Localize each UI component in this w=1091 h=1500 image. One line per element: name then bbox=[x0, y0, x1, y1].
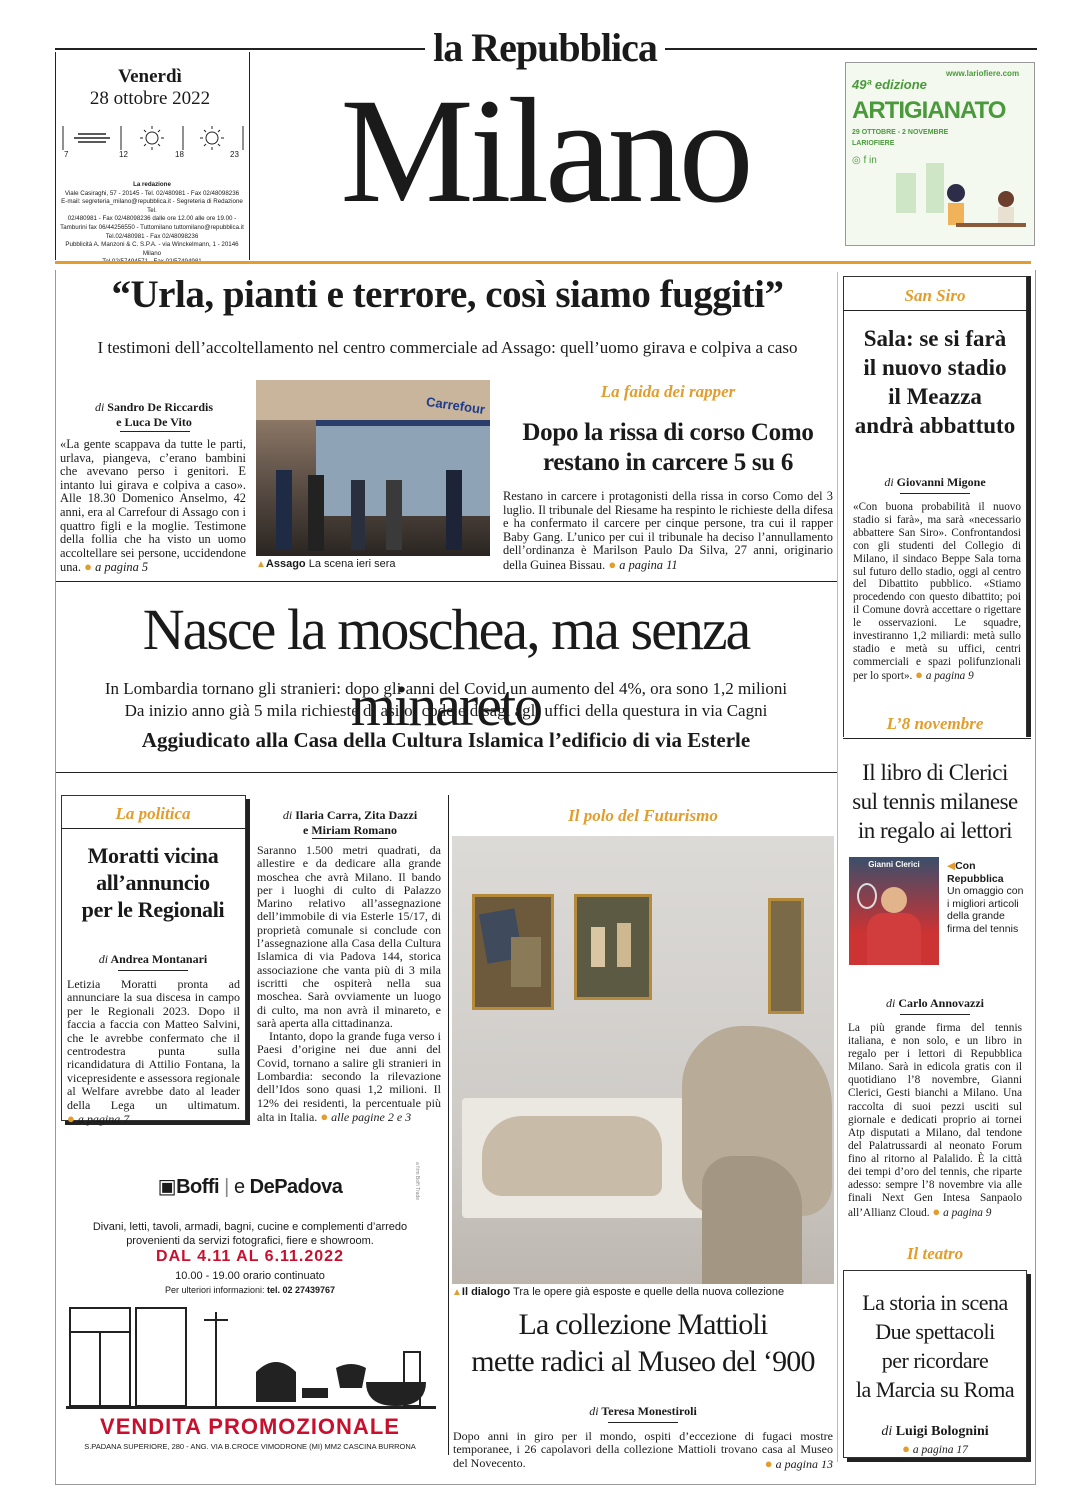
kicker-rule bbox=[843, 310, 1027, 311]
sansiro-headline bbox=[845, 324, 1025, 440]
moschea-body-text: Intanto, dopo la grande fuga verso i Paesi d’origine nei due anni del Covid, tornano a salire gli stranieri in Lombardia: secondo la rilevazione dell’Idos sono quasi 1,2 milioni. Il 12% dei residenti, la percentuale più alta in Italia. bbox=[257, 1029, 441, 1124]
redazione-line: 02/480981 - Fax 02/48098236 dalle ore 12.00 alle ore 19.00 - bbox=[67, 215, 237, 223]
clerici-body-text: La più grande firma del tennis italiana, e non solo, e un libro in regalo per i lettori di Repubblica Milano. Sarà in edicola gratis con il quotidiano l’8 novembre, Gianni Clerici, Gesti bianchi a Milano. Una raccolta di suoi pezzi usciti sul giornale e dedicati proprio ai tornei Atp disputati a Milano, dal tendone del Palatrussardi al neonato Forum fino al ritorno al Palalido. È la città dei tempi d’oro del tennis, che riparte adesso: sempre l’8 novembre via alle finali Next Gen Intesa Sanpaolo all’Allianz Cloud. bbox=[848, 1022, 1022, 1220]
rapper-body: Restano in carcere i protagonisti della rissa in corso Como del 3 luglio. Il tribunale del Riesame ha respinto le richieste della difesa e ha confermato il carcere per cinque persone, tra cui il rapper Baby Gang. L’unico per cui il tribunale ha deciso l’annullamento dell’ordinanza è Marilson Paulo Da Silva, 27 anni, originario della Guinea Bissau. ● a pagina 11 bbox=[503, 489, 833, 572]
moschea-byline bbox=[252, 808, 448, 838]
politica-kicker: La politica bbox=[115, 804, 191, 823]
museum-caption: ▲Il dialogo Tra le opere già esposte e quelle della nuova collezione bbox=[452, 1286, 785, 1298]
book-author: Gianni Clerici bbox=[868, 860, 920, 869]
brand-name: Boffi bbox=[176, 1176, 220, 1198]
lead-subhead: I testimoni dell’accoltellamento nel centro commerciale ad Assago: quell’uomo girava e colpiva a caso bbox=[97, 338, 798, 357]
sculpture bbox=[702, 1156, 802, 1284]
byline-rule bbox=[118, 970, 188, 971]
teatro-headline bbox=[845, 1288, 1025, 1404]
ad-address: S.PADANA SUPERIORE, 280 - ANG. VIA B.CROCE VIMODRONE (MI) MM2 CASCINA BURRONA bbox=[84, 1442, 416, 1451]
byline-author: Teresa Monestiroli bbox=[601, 1404, 697, 1418]
teatro-ref: ● a pagina 17 bbox=[902, 1441, 968, 1456]
headline-line: Dopo la rissa di corso Como bbox=[522, 419, 814, 446]
redazione-line: Tamburini fax 06/44256550 - Tuttomilano tuttomilano@repubblica.it bbox=[60, 223, 244, 231]
ad-info-label: Per ulteriori informazioni: bbox=[164, 1285, 265, 1295]
kicker-rule bbox=[61, 828, 246, 829]
moschea-body: Saranno 1.500 metri quadrati, da allestire e da dedicare alla grande moschea che avrà Milano. Il bando per i luoghi di culto di Palazzo Marino relativo all’assegnazione dell’immobile di via Esterle 15/17, di proprietà comunale si conclude con l’assegnazione alla Casa della Cultura Islamica di via Padova 144, storica associazione che vanta più di 3 mila iscritti che ospiterà nella sua moschea. Sarà ovviamente un luogo di culto, ma non avrà il minareto, e sarà aperta alla cittadinanza. Intanto, dopo la grande fuga verso i Paesi d’origine nei due anni del Covid, tornano a salire gli stranieri in Lombardia: secondo la rilevazione dell’Idos sono quasi 1,2 milioni. Il 12% dei residenti, la percentuale più alta in Italia. ● alle pagine 2 e 3 bbox=[257, 843, 441, 1124]
moschea-subhead bbox=[55, 678, 837, 722]
sansiro-body-text: «Con buona probabilità il nuovo stadio si farà», ma sarà «necessario abbattere San Siro». Confrontandosi con gli studenti del Collegio di Milano, il sindaco Beppe Sala torna sul futuro dello stadio, oggi al centro del Dibattito pubblico. «Stiamo procedendo con questo dibattito; poi il Comune dovrà accettare o rigettare le osservazioni. Le squadre, investiranno 1,2 miliardi: metà sullo stadio e metà su uffici, centri commerciali e spazi polifunzionali per lo sport». bbox=[853, 501, 1021, 682]
person bbox=[276, 470, 292, 550]
redazione-line: Tel.02/480981 - Fax 02/48098236 bbox=[105, 232, 199, 240]
caption-text: Tra le opere già esposte e quelle della nuova collezione bbox=[513, 1286, 785, 1298]
city-title: Milano bbox=[340, 68, 750, 234]
ad-dates: 29 OTTOBRE - 2 NOVEMBRE bbox=[852, 129, 949, 136]
fog-icon bbox=[74, 134, 110, 142]
frame-bottom bbox=[55, 1484, 1036, 1485]
sansiro-kicker: San Siro bbox=[904, 286, 966, 305]
redazione-block bbox=[58, 181, 246, 267]
page-ref-link[interactable]: a pagina 17 bbox=[912, 1444, 968, 1456]
moschea-headline: Nasce la moschea, ma senza minareto bbox=[142, 597, 750, 738]
ad-edition: 49ª edizione bbox=[852, 77, 927, 92]
futurismo-kicker: Il polo del Futurismo bbox=[568, 806, 718, 825]
byline-rule bbox=[120, 431, 190, 432]
sun-icon bbox=[140, 126, 164, 150]
date-full: 28 ottobre 2022 bbox=[89, 88, 211, 109]
redazione-title: La redazione bbox=[133, 181, 171, 188]
store-front bbox=[316, 420, 490, 516]
page-ref-link[interactable]: alle pagine 2 e 3 bbox=[331, 1109, 412, 1124]
sansiro-byline bbox=[845, 475, 1025, 490]
boffi-logo: ▣ bbox=[157, 1176, 177, 1198]
column-divider bbox=[448, 795, 449, 1455]
weather-hour: 7 bbox=[64, 150, 69, 159]
byline-author: Andrea Montanari bbox=[110, 952, 208, 966]
ad-url: www.lariofiere.com bbox=[946, 69, 1020, 78]
teatro-kicker: Il teatro bbox=[906, 1244, 964, 1263]
page-ref-link[interactable]: a pagina 9 bbox=[925, 669, 974, 682]
masthead-rule-right bbox=[665, 48, 1037, 50]
caption-bold: Assago bbox=[265, 558, 306, 570]
byline-rule bbox=[608, 1422, 678, 1423]
weather-strip bbox=[62, 124, 244, 160]
date-day: Venerdì bbox=[118, 66, 182, 87]
byline-author: Giovanni Migone bbox=[896, 475, 986, 489]
headline-line: Moratti vicina bbox=[87, 843, 219, 868]
page-ref-link[interactable]: a pagina 7 bbox=[77, 1112, 130, 1127]
rapper-headline bbox=[503, 418, 833, 478]
ad-side-note: a firm Boffi Trade bbox=[414, 1162, 420, 1200]
sun-icon bbox=[200, 126, 224, 150]
caption-bold: Il dialogo bbox=[461, 1286, 511, 1298]
ad-dates: DAL 4.11 AL 6.11.2022 bbox=[156, 1248, 344, 1265]
byline-author: e Luca De Vito bbox=[116, 415, 192, 429]
futurismo-body: Dopo anni in giro per il mondo, ospiti d’eccezione di fugaci mostre temporanee, i 26 capolavori della collezione Mattioli trovano casa al Museo del Novecento. ● a pagina 13 bbox=[453, 1429, 833, 1471]
section-rule bbox=[843, 738, 1031, 739]
portrait-sweater bbox=[867, 913, 921, 965]
brand-sep: e bbox=[233, 1176, 245, 1198]
moschea-body-text: Saranno 1.500 metri quadrati, da allestire e da dedicare alla grande moschea che avrà Milano. Il bando per i luoghi di culto di Palazzo Marino relativo all’assegnazione dell’immobile di via Esterle 15/17, di proprietà comunale si conclude con l’assegnazione alla Casa della Cultura Islamica di via Padova 144, storica associazione che vanta più di 3 mila iscritti che ospiterà nella sua moschea. Sarà ovviamente un luogo di culto, ma non avrà il minareto, e sarà aperta alla cittadinanza. bbox=[257, 843, 441, 1030]
column-divider bbox=[837, 272, 838, 1462]
headline-line: mette radici al Museo del ‘900 bbox=[471, 1345, 815, 1378]
subhead-line: Da inizio anno già 5 mila richieste di asilo: code e disagi agli uffici della questura in via Cagni bbox=[124, 701, 768, 720]
ad-phone[interactable]: tel. 02 27439767 bbox=[267, 1285, 336, 1295]
subhead-line: In Lombardia tornano gli stranieri: dopo gli anni del Covid un aumento del 4%, ora sono 1,2 milioni bbox=[104, 679, 788, 698]
carrefour-sign: Carrefour bbox=[425, 393, 487, 418]
lead-body: «La gente scappava da tutte le parti, urlava, piangeva, c’erano bambini che avevano perso i genitori. E intanto lui girava e colpiva a caso». Alle 18.30 Domenico Anselmo, 42 anni, era al Carrefour di Assago con i quattro figli e la moglie. Testimone della follia che ha visto un uomo accoltellare sei persone, uccidendone una. ● a pagina 5 bbox=[60, 437, 246, 575]
ad-org: LARIOFIERE bbox=[852, 140, 895, 147]
headline-line: Due spettacoli bbox=[875, 1319, 995, 1344]
rapper-body-text: Restano in carcere i protagonisti della rissa in corso Como del 3 luglio. Il tribunale del Riesame ha respinto le richieste della difesa e ha confermato il carcere per cinque persone, tra cui il rapper Baby Gang. L’unico per cui il tribunale ha deciso l’annullamento dell’ordinanza è Marilson Paulo Da Silva, 27 anni, originario della Guinea Bissau. bbox=[503, 489, 833, 572]
redazione-line: Viale Casiraghi, 57 - 20145 - Tel. 02/480981 - Fax 02/48098236 bbox=[64, 189, 240, 197]
redazione-divider bbox=[249, 52, 250, 260]
sansiro-body: «Con buona probabilità il nuovo stadio si farà», ma sarà «necessario abbattere San Siro». Confrontandosi con gli studenti del Collegio di Milano, il sindaco Beppe Sala torna sul futuro dello stadio, oggi al centro del Dibattito pubblico. «Stiamo procedendo con questo dibattito; poi il Comune dovrà accettare o rigettare le osservazioni. Le squadre, investiranno 1,2 miliardi: metà sullo stadio e metà su uffici, centri commerciali e spazi polifunzionali per lo sport». ● a pagina 9 bbox=[853, 501, 1021, 682]
byline-di: di bbox=[885, 996, 896, 1010]
ad-title: VENDITA PROMOZIONALE bbox=[100, 1414, 400, 1439]
futurismo-headline bbox=[452, 1306, 834, 1380]
section-rule bbox=[55, 581, 837, 582]
museum-photo bbox=[452, 836, 834, 1284]
futurismo-body-text: Dopo anni in giro per il mondo, ospiti d’eccezione di fugaci mostre temporanee, i 26 capolavori della collezione Mattioli trovano casa al Museo del Novecento. bbox=[453, 1429, 833, 1470]
headline-line: il Meazza bbox=[888, 384, 982, 409]
brand-name: DePadova bbox=[249, 1176, 343, 1198]
promo-line: Con bbox=[955, 860, 976, 872]
byline-di: di bbox=[881, 1424, 893, 1439]
headline-line: Il libro di Clerici bbox=[862, 760, 1008, 785]
byline-author: Luigi Bolognini bbox=[895, 1424, 989, 1439]
arrow-left-icon: ◀ bbox=[947, 860, 956, 872]
ad-brands: ▣Boffi | e DePadova bbox=[157, 1176, 343, 1198]
portrait-face bbox=[881, 887, 907, 913]
painting bbox=[472, 894, 554, 1010]
ad-line: provenienti da servizi fotografici, fiere e showroom. bbox=[126, 1235, 374, 1247]
person bbox=[446, 470, 462, 550]
promo-line: Repubblica bbox=[947, 872, 1004, 885]
ad-hours: 10.00 - 19.00 orario continuato bbox=[175, 1270, 325, 1282]
weather-icons bbox=[62, 124, 244, 160]
racket-icon bbox=[857, 883, 877, 909]
clerici-headline bbox=[845, 758, 1025, 845]
frame-left bbox=[55, 270, 56, 1485]
byline-author: Carlo Annovazzi bbox=[898, 996, 984, 1010]
clerici-byline bbox=[845, 996, 1025, 1011]
artigianato-ad[interactable] bbox=[845, 62, 1035, 246]
promo-text: Un omaggio con i migliori articoli della grande firma del tennis bbox=[947, 885, 1024, 935]
page-ref-link[interactable]: a pagina 9 bbox=[943, 1207, 992, 1220]
politica-headline bbox=[62, 842, 244, 923]
byline-di: di bbox=[98, 952, 109, 966]
headline-line: per le Regionali bbox=[81, 897, 225, 922]
headline-line: per ricordare bbox=[881, 1348, 989, 1373]
ad-text bbox=[58, 1220, 442, 1248]
person bbox=[351, 480, 365, 550]
headline-line: il nuovo stadio bbox=[863, 355, 1007, 380]
ad-illustration bbox=[886, 153, 1032, 243]
headline-line: La storia in scena bbox=[862, 1290, 1008, 1315]
byline-author: Sandro De Riccardis bbox=[107, 400, 214, 414]
frame-right bbox=[1035, 270, 1036, 1485]
politica-body: Letizia Moratti pronta ad annunciare la sua discesa in campo per le Regionali 2023. Dopo il faccia a faccia con Matteo Salvini, che le avrebbe confermato che il centrodestra punta sulla ricandidatura di Attilio Fontana, la vicepresidente e assessora regionale al Welfare avrebbe dato al leader della Lega un ultimatum. ● a pagina 7 bbox=[67, 977, 240, 1127]
lead-body-text: «La gente scappava da tutte le parti, urlava, piangeva, c’erano bambini che avevano perso i genitori. E intanto lui girava e colpiva a caso». Alle 18.30 Domenico Anselmo, 42 anni, era al Carrefour di Assago con i quattro figli e la moglie. Testimone della follia che ha visto un uomo accoltellare sei persone, uccidendone una. bbox=[60, 437, 246, 575]
painting bbox=[574, 894, 652, 1000]
byline-di: di bbox=[589, 1404, 599, 1418]
byline-rule bbox=[312, 838, 388, 839]
clerici-kicker: L’8 novembre bbox=[886, 714, 984, 733]
byline-author: Ilaria Carra, Zita Dazzi bbox=[295, 808, 418, 822]
social-icons: ◎ f in bbox=[852, 155, 877, 166]
masthead-orange-rule bbox=[55, 261, 1031, 264]
politica-body-text: Letizia Moratti pronta ad annunciare la sua discesa in campo per le Regionali 2023. Dopo il faccia a faccia con Matteo Salvini, che le avrebbe confermato che il centrodestra punta sulla ricandidatura di Attilio Fontana, la vicepresidente e assessora regionale al Welfare avrebbe dato al leader della Lega un ultimatum. bbox=[67, 977, 240, 1112]
masthead-rule-left bbox=[55, 48, 425, 50]
page-ref-link[interactable]: a pagina 13 bbox=[775, 1456, 833, 1471]
assago-caption: ▲Assago La scena ieri sera bbox=[256, 558, 396, 570]
furniture-illustration bbox=[66, 1302, 436, 1412]
politica-byline bbox=[62, 952, 244, 967]
weather-hour: 18 bbox=[175, 150, 184, 159]
brand-logo: la Repubblica bbox=[433, 25, 657, 70]
ad-line: Divani, letti, tavoli, armadi, bagni, cucine e complementi d’arredo bbox=[92, 1221, 408, 1233]
frame-left bbox=[55, 52, 56, 260]
weather-hour: 23 bbox=[230, 150, 239, 159]
ad-title: ARTIGIANATO bbox=[852, 97, 1006, 124]
page-ref-link[interactable]: a pagina 5 bbox=[95, 560, 149, 575]
rapper-kicker: La faida dei rapper bbox=[600, 382, 736, 401]
clerici-promo bbox=[947, 860, 1027, 936]
headline-line: all’annuncio bbox=[96, 870, 210, 895]
headline-line: andrà abbattuto bbox=[854, 413, 1016, 438]
boffi-ad[interactable] bbox=[58, 1152, 442, 1458]
painting bbox=[768, 898, 804, 1014]
byline-rule bbox=[900, 1014, 970, 1015]
page-ref-link[interactable]: a pagina 11 bbox=[619, 557, 678, 572]
byline-di: di bbox=[884, 475, 894, 489]
lead-headline: “Urla, pianti e terrore, così siamo fuggiti” bbox=[111, 273, 784, 316]
moschea-deck: Aggiudicato alla Casa della Cultura Islamica l’edificio di via Esterle bbox=[141, 728, 751, 752]
headline-line: in regalo ai lettori bbox=[857, 818, 1013, 843]
futurismo-byline bbox=[452, 1404, 834, 1419]
headline-line: Sala: se si farà bbox=[863, 326, 1007, 351]
person bbox=[308, 475, 324, 551]
sculpture bbox=[482, 1116, 662, 1196]
person bbox=[386, 480, 402, 550]
redazione-line: Pubblicità A. Manzoni & C. S.P.A. - via Winckelmann, 1 - 20146 Milano bbox=[65, 241, 239, 257]
byline-di: di bbox=[94, 400, 105, 414]
byline-rule bbox=[900, 493, 970, 494]
byline-author: e Miriam Romano bbox=[303, 823, 397, 837]
redazione-line: E-mail: segreteria_milano@repubblica.it - Segreteria di Redazione Tel. bbox=[61, 198, 243, 214]
headline-line: sul tennis milanese bbox=[852, 789, 1018, 814]
headline-line: La collezione Mattioli bbox=[518, 1308, 768, 1341]
clerici-body: La più grande firma del tennis italiana, e non solo, e un libro in regalo per i lettori di Repubblica Milano. Sarà in edicola gratis con il quotidiano l’8 novembre, Gianni Clerici, Gesti bianchi a Milano. Una raccolta di suoi pezzi usciti sul giornale e dedicati proprio ai tornei Atp disputati a Milano, dal tendone del Palatrussardi al neonato Forum fino al ritorno al Palalido. È la città dei tempi d’oro del tennis, che riparte adesso: sempre l’8 novembre via alle finali Next Gen Intesa Sanpaolo all’Allianz Cloud. ● a pagina 9 bbox=[848, 1022, 1022, 1220]
headline-line: la Marcia su Roma bbox=[855, 1377, 1015, 1402]
headline-line: restano in carcere 5 su 6 bbox=[542, 449, 794, 476]
caption-text: La scena ieri sera bbox=[308, 558, 396, 570]
teatro-byline bbox=[845, 1424, 1025, 1440]
weather-hour: 12 bbox=[119, 150, 128, 159]
ad-info bbox=[58, 1285, 442, 1295]
clerici-book-cover[interactable] bbox=[849, 857, 939, 965]
lead-byline bbox=[60, 400, 248, 430]
byline-di: di bbox=[282, 808, 293, 822]
section-rule bbox=[55, 772, 837, 773]
assago-photo bbox=[256, 380, 490, 556]
